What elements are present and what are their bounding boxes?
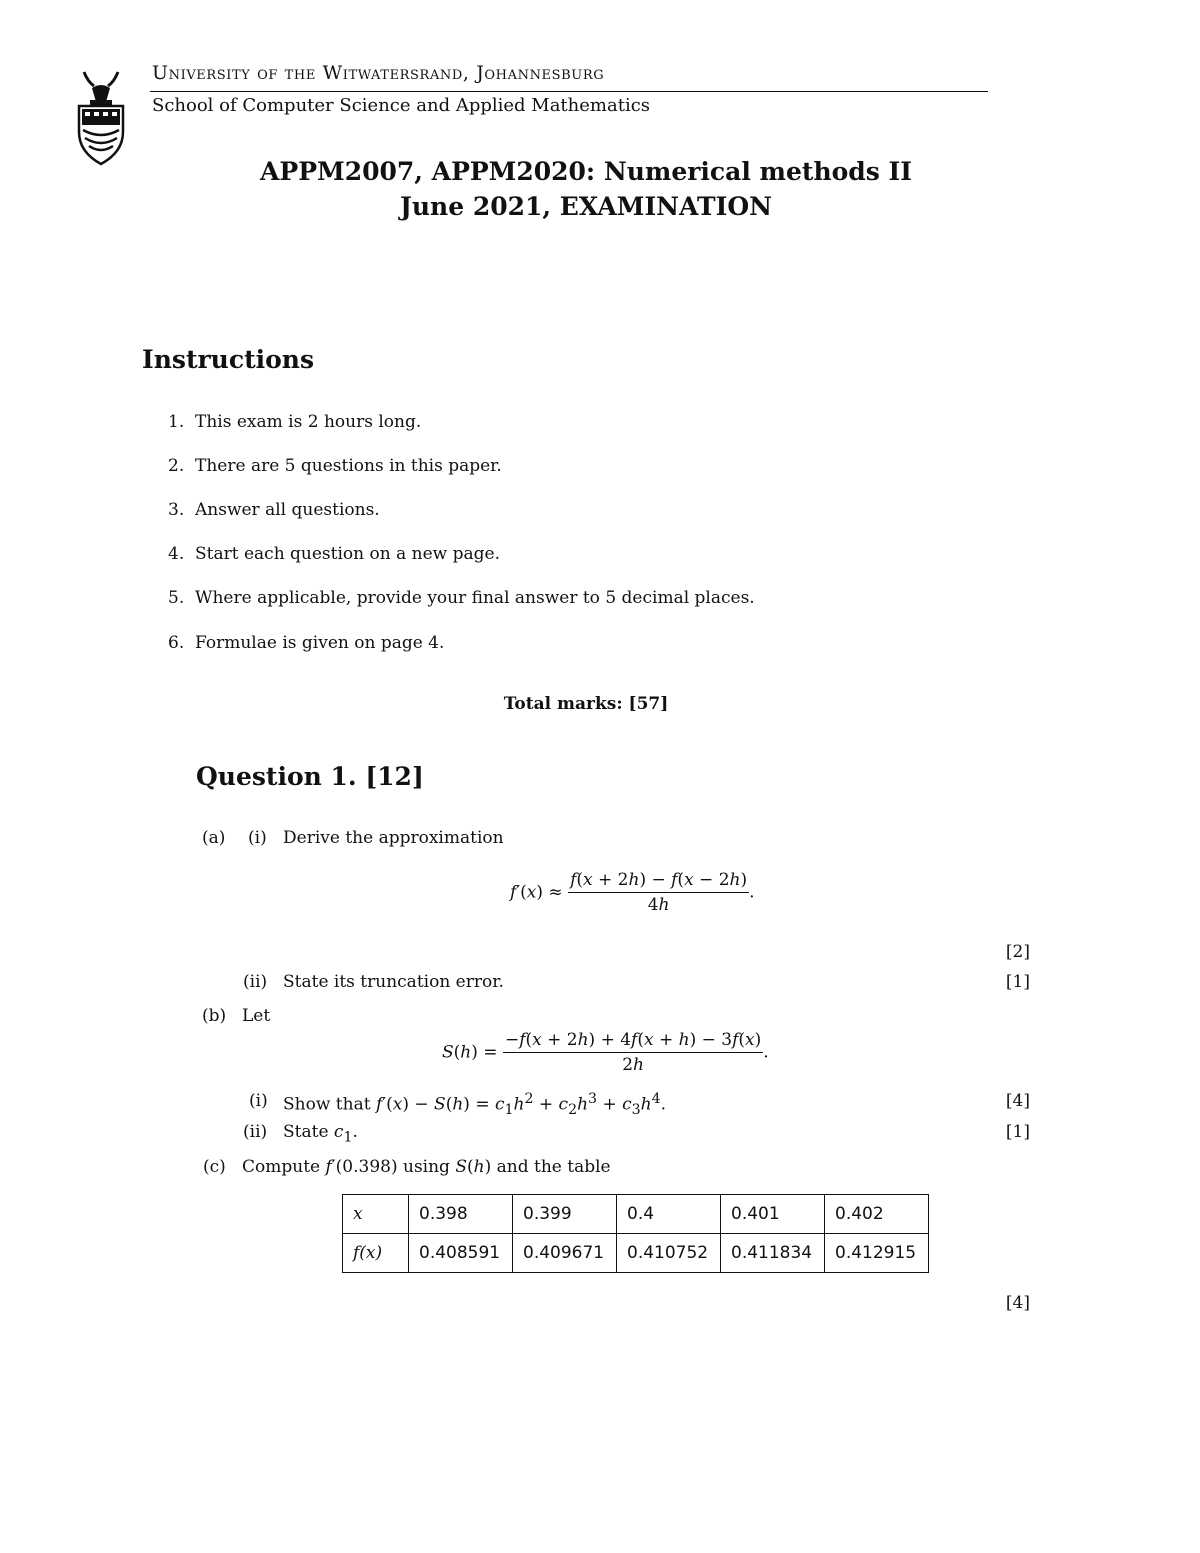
- table-cell: 0.408591: [409, 1234, 513, 1273]
- part-b-i-label: (i): [249, 1091, 268, 1111]
- part-a-i-marks: [2]: [1005, 942, 1030, 962]
- part-c-marks: [4]: [1005, 1293, 1030, 1313]
- part-c-label: (c): [203, 1157, 226, 1177]
- data-table: [342, 1194, 929, 1273]
- part-b-i-text: Show that $f'(x) - S(h) = c_1h^2 + c_2h^3 + c_3h^4$.: [283, 1091, 667, 1119]
- instruction-item: 6. Formulae is given on page 4.: [168, 633, 445, 653]
- university-crest-logo: [76, 68, 126, 168]
- header-rule: [150, 91, 988, 92]
- part-a-i-label: (i): [248, 828, 267, 848]
- part-a-ii-text: State its truncation error.: [283, 972, 504, 992]
- approximation-formula: f′(x) ≈ $\frac{f(x + 2h) - f(x - 2h)}{4h}$ .: [510, 870, 755, 915]
- part-c-text: Compute f′(0.398) using S(h) and the table: [242, 1157, 611, 1177]
- question-1-heading: Question 1. [12]: [196, 762, 424, 791]
- table-cell: x: [343, 1195, 409, 1234]
- part-b-ii-label: (ii): [243, 1122, 268, 1142]
- table-cell: 0.4: [617, 1195, 721, 1234]
- instructions-heading: Instructions: [142, 345, 315, 374]
- university-name: University of the Witwatersrand, Johannesburg: [152, 62, 605, 84]
- instruction-item: 4. Start each question on a new page.: [168, 544, 500, 564]
- table-cell: 0.411834: [721, 1234, 825, 1273]
- part-b-label: (b): [202, 1006, 227, 1026]
- table-cell: 0.412915: [825, 1234, 929, 1273]
- S-h-formula: S(h) = $\frac{-f(x + 2h) + 4f(x + h) - 3f(x)}{2h}$ .: [442, 1030, 769, 1075]
- part-b-ii-text: State $c_1$.: [283, 1122, 358, 1146]
- course-title: APPM2007, APPM2020: Numerical methods II: [260, 157, 912, 186]
- instruction-item: 1. This exam is 2 hours long.: [168, 412, 422, 432]
- exam-title: June 2021, EXAMINATION: [400, 192, 772, 221]
- part-a-ii-marks: [1]: [1005, 972, 1030, 992]
- table-cell: 0.410752: [617, 1234, 721, 1273]
- table-cell: 0.398: [409, 1195, 513, 1234]
- part-a-i-text: Derive the approximation: [283, 828, 504, 848]
- total-marks: Total marks: [57]: [503, 694, 669, 714]
- table-cell: 0.409671: [513, 1234, 617, 1273]
- table-row: [343, 1234, 929, 1273]
- part-b-i-marks: [4]: [1005, 1091, 1030, 1111]
- table-cell: 0.402: [825, 1195, 929, 1234]
- part-a-ii-label: (ii): [243, 972, 268, 992]
- instruction-item: 3. Answer all questions.: [168, 500, 380, 520]
- table-cell: f(x): [343, 1234, 409, 1273]
- instruction-item: 5. Where applicable, provide your final answer to 5 decimal places.: [168, 588, 755, 608]
- table-cell: 0.401: [721, 1195, 825, 1234]
- table-cell: 0.399: [513, 1195, 617, 1234]
- part-a-label: (a): [202, 828, 226, 848]
- table-row: [343, 1195, 929, 1234]
- school-name: School of Computer Science and Applied Mathematics: [152, 95, 651, 116]
- part-b-ii-marks: [1]: [1005, 1122, 1030, 1142]
- part-b-text: Let: [242, 1006, 271, 1026]
- instruction-item: 2. There are 5 questions in this paper.: [168, 456, 502, 476]
